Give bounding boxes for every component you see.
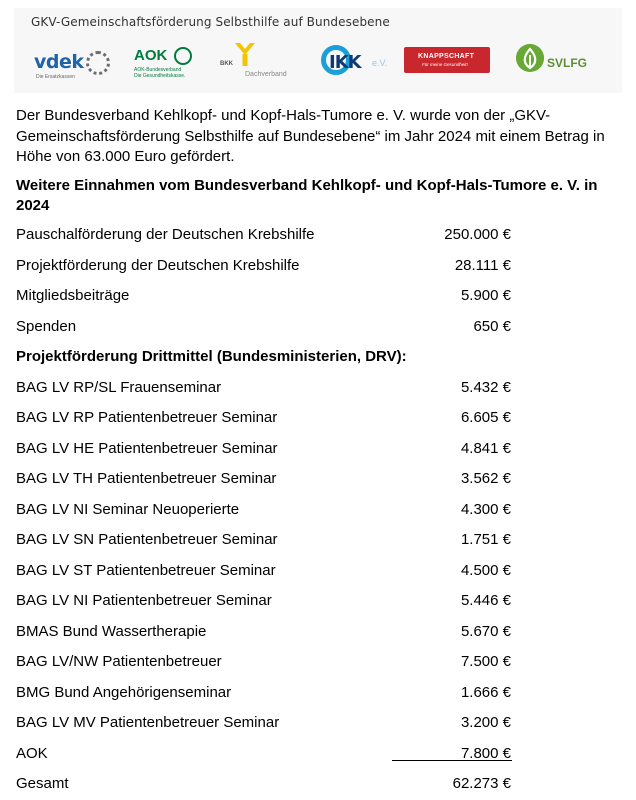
project-label: BAG LV TH Patientenbetreuer Seminar (16, 470, 277, 487)
knappschaft-logo (404, 42, 499, 86)
intro-paragraph: Der Bundesverband Kehlkopf- und Kopf-Hals-Tumore e. V. wurde von der „GKV-Gemeinschaftsförderung Selbsthilfe auf Bundesebene“ im Jahr 2024 mit einem Betrag in Höhe von 63.000 Euro gefördert. (16, 107, 605, 165)
project-label: BAG LV RP/SL Frauenseminar (16, 379, 222, 396)
project-row (16, 439, 516, 459)
project-value: 5.432 € (460, 379, 511, 396)
project-label: BAG LV NI Patientenbetreuer Seminar (16, 592, 272, 609)
bkk-logo (219, 42, 299, 86)
project-value: 4.500 € (460, 562, 511, 579)
project-label: BAG LV MV Patientenbetreuer Seminar (16, 714, 280, 731)
income-row (16, 225, 516, 245)
project-value: 5.446 € (460, 592, 511, 609)
ikk-logo (316, 42, 391, 86)
project-label: BMG Bund Angehörigenseminar (16, 684, 232, 701)
project-row (16, 408, 516, 428)
project-row (16, 652, 516, 672)
project-label: BAG LV HE Patientenbetreuer Seminar (16, 440, 278, 457)
vdek-ring-icon (86, 51, 110, 75)
funding-banner (14, 8, 622, 93)
project-label: BAG LV ST Patientenbetreuer Seminar (16, 562, 276, 579)
project-value: 1.751 € (460, 531, 511, 548)
income-row (16, 286, 516, 306)
project-value: 1.666 € (460, 684, 511, 701)
aok-logo-subtitle: AOK-Bundesverband Die Gesundheitskasse. (134, 67, 186, 79)
project-row (16, 744, 516, 764)
project-value: 7.500 € (460, 653, 511, 670)
project-row (16, 378, 516, 398)
project-label: BAG LV/NW Patientenbetreuer (16, 653, 222, 670)
project-value: 6.605 € (460, 409, 511, 426)
project-row (16, 469, 516, 489)
project-row (16, 500, 516, 520)
ikk-logo-suffix: e.V. (372, 58, 388, 68)
project-value: 4.300 € (460, 501, 511, 518)
funder-logos (14, 42, 622, 90)
total-label: Gesamt (16, 775, 69, 792)
bkk-logo-text: BKK (220, 61, 233, 67)
income-row (16, 256, 516, 276)
project-label: AOK (16, 745, 48, 762)
knappschaft-logo-text: KNAPPSCHAFT (418, 53, 475, 60)
vdek-logo-subtitle: Die Ersatzkassen (36, 74, 75, 80)
income-label: Projektförderung der Deutschen Krebshilfe (16, 257, 300, 274)
income-heading: Weitere Einnahmen vom Bundesverband Kehlkopf- und Kopf-Hals-Tumore e. V. in 2024 (16, 177, 598, 214)
project-value: 7.800 € (460, 745, 511, 762)
income-value: 5.900 € (460, 287, 511, 304)
income-label: Mitgliedsbeiträge (16, 287, 130, 304)
project-row (16, 530, 516, 550)
income-value: 650 € (473, 318, 511, 335)
third-party-heading: Projektförderung Drittmittel (Bundesministerien, DRV): (16, 348, 407, 365)
project-row (16, 622, 516, 642)
project-label: BAG LV RP Patientenbetreuer Seminar (16, 409, 278, 426)
aok-logo-text: AOK (134, 47, 168, 64)
income-value: 28.111 € (454, 257, 511, 274)
svlfg-leaf-icon (516, 44, 544, 72)
project-value: 4.841 € (460, 440, 511, 457)
knappschaft-badge (404, 47, 490, 73)
ikk-logo-text: IKK (329, 52, 361, 73)
income-value: 250.000 € (444, 226, 511, 243)
project-row (16, 561, 516, 581)
aok-logo (134, 42, 204, 86)
project-label: BAG LV SN Patientenbetreuer Seminar (16, 531, 278, 548)
bkk-logo-subtitle: Dachverband (245, 71, 287, 78)
total-value: 62.273 € (452, 775, 511, 792)
project-value: 3.200 € (460, 714, 511, 731)
bkk-y-icon (233, 42, 257, 66)
income-label: Spenden (16, 318, 77, 335)
aok-tree-icon (174, 47, 192, 65)
knappschaft-logo-subtitle: Für meine Gesundheit! (422, 62, 468, 67)
income-label: Pauschalförderung der Deutschen Krebshilfe (16, 226, 315, 243)
sum-divider (392, 760, 512, 761)
banner-title: GKV-Gemeinschaftsförderung Selbsthilfe auf Bundesebene (31, 15, 390, 29)
vdek-logo-text: vdek (34, 51, 84, 73)
income-row (16, 317, 516, 337)
vdek-logo (34, 42, 124, 86)
project-label: BMAS Bund Wassertherapie (16, 623, 207, 640)
project-label: BAG LV NI Seminar Neuoperierte (16, 501, 240, 518)
project-row (16, 591, 516, 611)
svlfg-logo-text: SVLFG (547, 56, 588, 70)
project-value: 5.670 € (460, 623, 511, 640)
total-row (16, 774, 516, 794)
project-value: 3.562 € (460, 470, 511, 487)
project-row (16, 683, 516, 703)
svlfg-logo (516, 42, 606, 86)
project-row (16, 713, 516, 733)
